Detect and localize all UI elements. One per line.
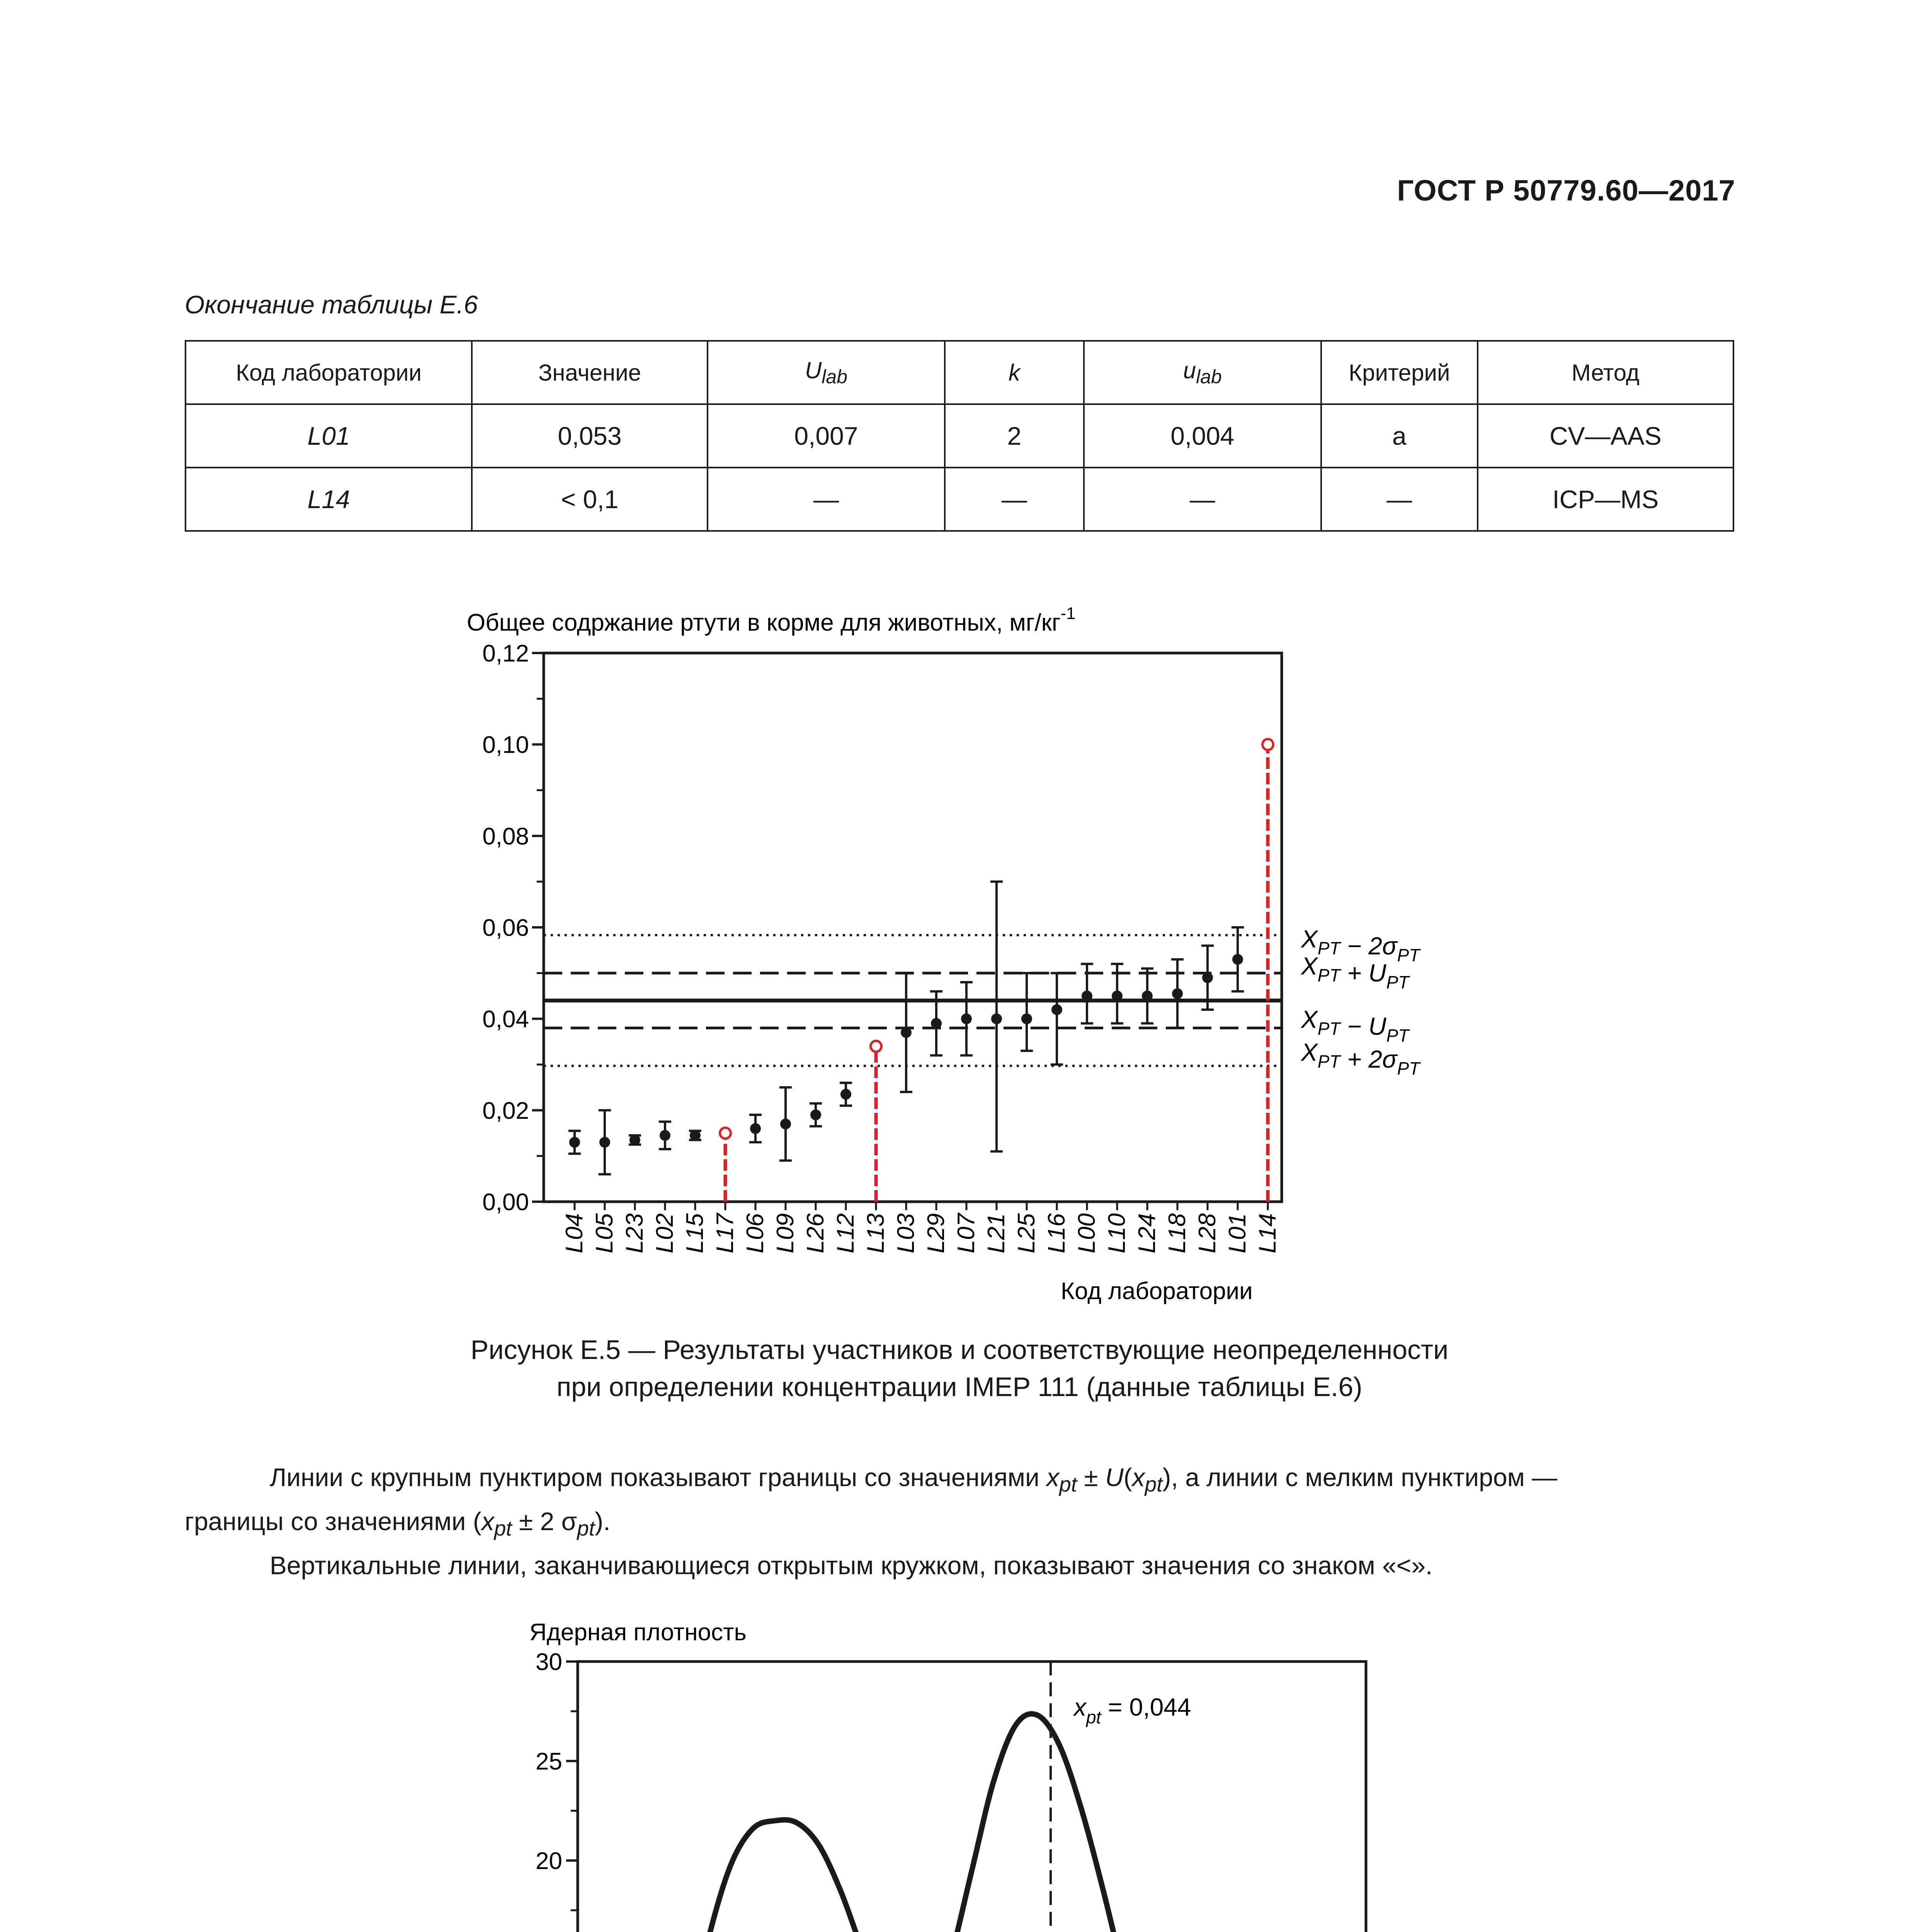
cell-value: < 0,1 (472, 468, 707, 531)
standard-header: ГОСТ Р 50779.60—2017 (1397, 174, 1735, 207)
figure5-caption-line2: при определении концентрации IMEP 111 (данные таблицы Е.6) (556, 1372, 1362, 1402)
y-tick-label: 0,04 (482, 1006, 529, 1033)
x-tick-label: L05 (591, 1213, 618, 1253)
col-U-symbol: U (805, 357, 822, 383)
y-tick-label: 0,00 (482, 1189, 529, 1216)
col-U-subscript: lab (822, 366, 848, 388)
x-tick-label: L14 (1254, 1213, 1281, 1253)
p1-text-b: ± (1077, 1463, 1105, 1492)
p1-text-a: Линии с крупным пунктиром показывают границы со значениями (270, 1463, 1047, 1492)
p1-text-f: ). (595, 1507, 611, 1536)
cell-criterion: — (1321, 468, 1478, 531)
x-tick-label: L07 (953, 1213, 980, 1253)
p1-pt4: pt (577, 1516, 595, 1541)
col-value: Значение (472, 341, 707, 404)
p1-text-d: границы со значениями ( (185, 1507, 481, 1536)
y-tick-label: 0,06 (482, 915, 529, 941)
p1-pt2: pt (1145, 1472, 1163, 1497)
col-k-symbol: k (1008, 359, 1020, 386)
x-tick-label: L02 (651, 1213, 678, 1253)
col-lab-code: Код лаборатории (185, 341, 472, 404)
x-tick-label: L13 (862, 1213, 889, 1253)
p1-U: U (1105, 1463, 1124, 1492)
x-tick-label: L28 (1194, 1213, 1221, 1253)
chart1-xlabel: Код лаборатории (1061, 1278, 1253, 1304)
p1-text-c: ), а линии с мелким пунктиром — (1162, 1463, 1558, 1492)
chart1-title: Общее содржание ртути в корме для животных, $мг/кг^{-1}$ (467, 604, 1076, 636)
paragraph-2: Вертикальные линии, заканчивающиеся открытым кружком, показывают значения со знаком «<». (270, 1551, 1433, 1580)
cell-U: 0,007 (708, 404, 945, 468)
x-tick-label: L24 (1134, 1213, 1160, 1253)
p1-x3: x (481, 1507, 494, 1536)
xpt-annotation: $x_{pt} = 0,044$ (1074, 1693, 1191, 1727)
reference-line-label: $X_{PT} + 2\sigma_{PT}$ (1301, 1038, 1420, 1078)
p1-x2: x (1132, 1463, 1145, 1492)
reference-line-label: $X_{PT} + U_{PT}$ (1301, 952, 1409, 992)
x-tick-label: L03 (893, 1213, 919, 1253)
col-u-symbol: u (1183, 357, 1196, 383)
p1-text-e: ± 2 σ (512, 1507, 577, 1536)
x-tick-label: L04 (561, 1213, 588, 1253)
p1-x: x (1046, 1463, 1060, 1492)
x-tick-label: L21 (983, 1213, 1010, 1253)
x-tick-label: L17 (712, 1213, 738, 1253)
x-tick-label: L10 (1104, 1213, 1130, 1253)
y-tick-label: 25 (536, 1748, 562, 1775)
table-caption: Окончание таблицы Е.6 (185, 290, 478, 319)
x-tick-label: L01 (1224, 1213, 1251, 1253)
cell-k: 2 (945, 404, 1084, 468)
cell-k: — (945, 468, 1084, 531)
cell-U: — (708, 468, 945, 531)
x-tick-label: L25 (1013, 1213, 1040, 1253)
y-tick-label: 0,02 (482, 1097, 529, 1124)
reference-line-label: $X_{PT} - U_{PT}$ (1301, 1005, 1409, 1046)
cell-criterion: a (1321, 404, 1478, 468)
col-method: Метод (1478, 341, 1733, 404)
cell-value: 0,053 (472, 404, 707, 468)
x-tick-label: L16 (1043, 1213, 1070, 1253)
x-tick-label: L12 (832, 1213, 859, 1253)
x-tick-label: L06 (742, 1213, 769, 1253)
x-tick-label: L29 (923, 1213, 949, 1253)
y-tick-label: 0,10 (482, 731, 529, 759)
cell-u: — (1084, 468, 1321, 531)
x-tick-label: L15 (682, 1213, 708, 1253)
chart2-title: Ядерная плотность (529, 1619, 747, 1646)
col-criterion: Критерий (1321, 341, 1478, 404)
y-tick-label: 0,08 (482, 823, 529, 850)
cell-method: ICP—MS (1478, 468, 1733, 531)
x-tick-label: L26 (802, 1213, 829, 1253)
y-tick-label: 0,12 (482, 640, 529, 667)
chart2-plot-frame (578, 1662, 1366, 1932)
paragraph-1: Линии с крупным пунктиром показывают границы со значениями $x_{pt} \pm U(x_{pt})$, а линии с мелким пунктиром — (270, 1463, 1558, 1497)
reference-line-label: $X_{PT} - 2\sigma_{PT}$ (1301, 925, 1420, 965)
cell-method: CV—AAS (1478, 404, 1733, 468)
figure5-caption-line1: Рисунок Е.5 — Результаты участников и соответствующие неопределенности (470, 1335, 1449, 1365)
y-tick-label: 20 (536, 1848, 562, 1874)
x-tick-label: L18 (1164, 1213, 1191, 1253)
x-tick-label: L09 (772, 1213, 799, 1253)
x-tick-label: L23 (621, 1213, 648, 1253)
cell-u: 0,004 (1084, 404, 1321, 468)
cell-lab: L14 (185, 468, 472, 531)
y-tick-label: 30 (536, 1649, 562, 1675)
col-u-subscript: lab (1196, 366, 1222, 388)
p1-pt3: pt (494, 1516, 512, 1541)
x-tick-label: L00 (1073, 1213, 1100, 1253)
density-curve (578, 1714, 1366, 1932)
p1-pt: pt (1059, 1472, 1077, 1497)
cell-lab: L01 (185, 404, 472, 468)
